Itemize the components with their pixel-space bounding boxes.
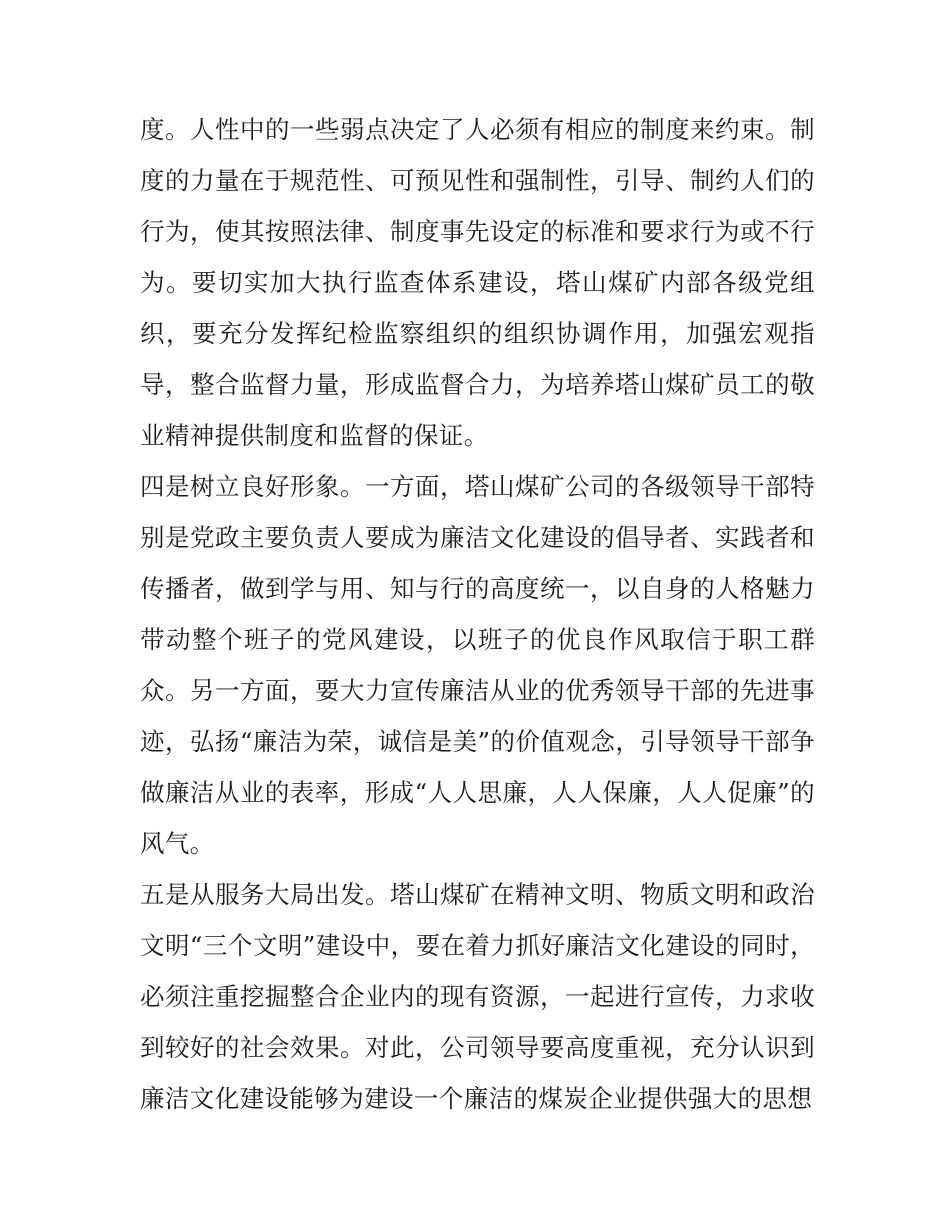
document-body bbox=[140, 104, 815, 1124]
paragraph-good-image: 四是树立良好形象。一方面，塔山煤矿公司的各级领导干部特别是党政主要负责人要成为廉洁文化建设的倡导者、实践者和传播者，做到学与用、知与行的高度统一，以自身的人格魅力带动整个班子的党风建设，以班子的优良作风取信于职工群众。另一方面，要大力宣传廉洁从业的优秀领导干部的先进事迹，弘扬“廉洁为荣，诚信是美”的价值观念，引导领导干部争做廉洁从业的表率，形成“人人思廉，人人保廉，人人促廉”的风气。 bbox=[140, 472, 815, 858]
paragraph-serve-overall: 五是从服务大局出发。塔山煤矿在精神文明、物质文明和政治文明“三个文明”建设中，要在着力抓好廉洁文化建设的同时，必须注重挖掘整合企业内的现有资源，一起进行宣传，力求收到较好的社会效果。对此，公司领导要高度重视，充分认识到廉洁文化建设能够为建设一个廉洁的煤炭企业提供强大的思想 bbox=[140, 880, 815, 1113]
paragraph-system-supervision: 度。人性中的一些弱点决定了人必须有相应的制度来约束。制度的力量在于规范性、可预见性和强制性，引导、制约人们的行为，使其按照法律、制度事先设定的标准和要求行为或不行为。要切实加大执行监查体系建设，塔山煤矿内部各级党组织，要充分发挥纪检监察组织的组织协调作用，加强宏观指导，整合监督力量，形成监督合力，为培养塔山煤矿员工的敬业精神提供制度和监督的保证。 bbox=[140, 115, 815, 450]
